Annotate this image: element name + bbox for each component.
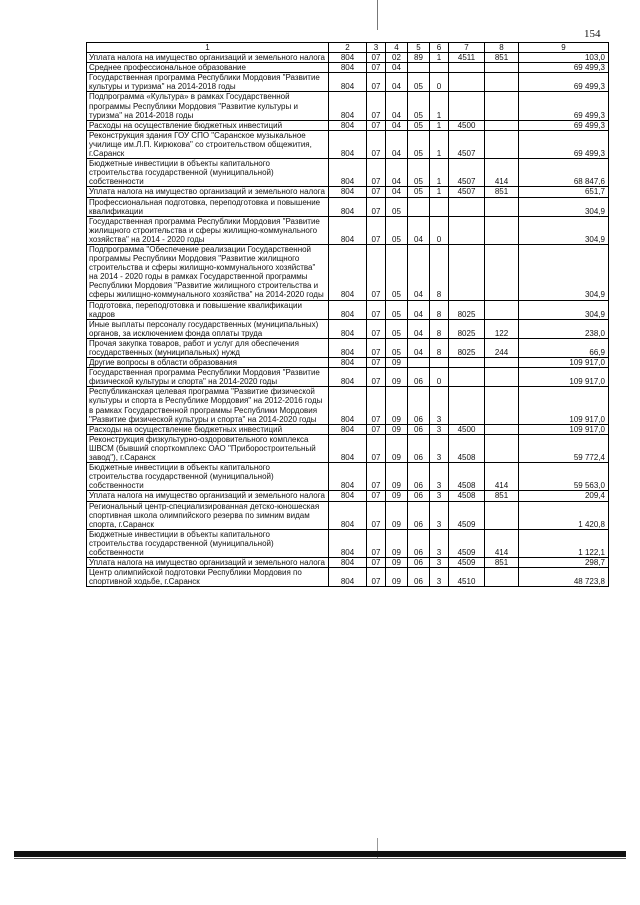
amount-cell: 209,4 [519,491,609,501]
subsection-cell: 09 [386,491,408,501]
row-name-cell: Уплата налога на имущество организаций и земельного налога [87,558,329,568]
section-cell: 07 [367,491,386,501]
article-cell [449,244,485,300]
section-cell: 07 [367,358,386,368]
subprogram-cell: 8 [430,244,449,300]
article-cell [449,92,485,120]
code-cell: 804 [329,368,367,387]
subprogram-cell: 1 [430,187,449,197]
expense-type-cell [485,197,519,216]
subprogram-cell: 3 [430,434,449,462]
amount-cell: 304,9 [519,216,609,244]
amount-cell: 69 499,3 [519,73,609,92]
amount-cell: 69 499,3 [519,63,609,73]
expense-type-cell: 851 [485,558,519,568]
section-cell: 07 [367,338,386,357]
program-cell: 06 [408,368,430,387]
header-cell: 5 [408,43,430,53]
header-cell: 8 [485,43,519,53]
code-cell: 804 [329,491,367,501]
program-cell: 06 [408,424,430,434]
subsection-cell: 09 [386,387,408,424]
article-cell: 8025 [449,300,485,319]
header-cell: 2 [329,43,367,53]
article-cell: 4509 [449,558,485,568]
row-name-cell: Расходы на осуществление бюджетных инвестиций [87,424,329,434]
code-cell: 804 [329,434,367,462]
program-cell: 06 [408,434,430,462]
table-row [87,368,609,387]
code-cell: 804 [329,92,367,120]
section-cell: 07 [367,501,386,529]
expense-type-cell [485,568,519,587]
program-cell: 06 [408,463,430,491]
expense-type-cell [485,130,519,158]
code-cell: 804 [329,159,367,187]
article-cell: 4508 [449,434,485,462]
header-cell: 6 [430,43,449,53]
section-cell: 07 [367,73,386,92]
expense-type-cell [485,300,519,319]
program-cell: 06 [408,529,430,557]
amount-cell: 109 917,0 [519,387,609,424]
code-cell: 804 [329,358,367,368]
subprogram-cell: 1 [430,92,449,120]
subsection-cell: 05 [386,244,408,300]
section-cell: 07 [367,558,386,568]
table-row [87,568,609,587]
subprogram-cell: 3 [430,424,449,434]
subprogram-cell: 0 [430,216,449,244]
program-cell [408,197,430,216]
code-cell: 804 [329,529,367,557]
section-cell: 07 [367,244,386,300]
table-row [87,424,609,434]
row-name-cell: Подпрограмма "Обеспечение реализации Государственной программы Республики Мордовия "Развитие жилищного строительства и сферы жилищно-коммунального хозяйства" на 2014 - 2020 годы в рамках Государственной программы Республики Мордовия "Развитие жилищного строительства и сферы жилищно-коммунального хозяйства" на 2014-2020 годы [87,244,329,300]
expense-type-cell [485,424,519,434]
table-row [87,159,609,187]
article-cell: 4507 [449,159,485,187]
program-cell: 89 [408,53,430,63]
amount-cell: 59 563,0 [519,463,609,491]
section-cell: 07 [367,424,386,434]
table-row [87,434,609,462]
subsection-cell: 04 [386,120,408,130]
amount-cell: 66,9 [519,338,609,357]
expense-type-cell [485,63,519,73]
section-cell: 07 [367,568,386,587]
table-row [87,216,609,244]
expense-type-cell [485,120,519,130]
subsection-cell: 09 [386,463,408,491]
subprogram-cell: 3 [430,529,449,557]
expense-type-cell [485,358,519,368]
code-cell: 804 [329,187,367,197]
subprogram-cell [430,197,449,216]
header-cell: 9 [519,43,609,53]
article-cell: 4511 [449,53,485,63]
expense-type-cell: 851 [485,53,519,63]
subsection-cell: 09 [386,568,408,587]
subsection-cell: 05 [386,319,408,338]
amount-cell: 59 772,4 [519,434,609,462]
table-row [87,338,609,357]
article-cell [449,387,485,424]
amount-cell: 103,0 [519,53,609,63]
subsection-cell: 09 [386,558,408,568]
table-row [87,491,609,501]
row-name-cell: Прочая закупка товаров, работ и услуг для обеспечения государственных (муниципальных) нужд [87,338,329,357]
table-row [87,463,609,491]
section-cell: 07 [367,300,386,319]
code-cell: 804 [329,463,367,491]
program-cell: 06 [408,491,430,501]
table-row [87,120,609,130]
section-cell: 07 [367,159,386,187]
amount-cell: 1 420,8 [519,501,609,529]
program-cell: 06 [408,558,430,568]
expense-type-cell: 414 [485,463,519,491]
subsection-cell: 09 [386,358,408,368]
row-name-cell: Профессиональная подготовка, переподготовка и повышение квалификации [87,197,329,216]
section-cell: 07 [367,187,386,197]
header-cell: 3 [367,43,386,53]
subprogram-cell: 1 [430,159,449,187]
table-row [87,244,609,300]
section-cell: 07 [367,53,386,63]
program-cell: 06 [408,568,430,587]
row-name-cell: Иные выплаты персоналу государственных (муниципальных) органов, за исключением фонда оплаты труда [87,319,329,338]
expense-type-cell [485,387,519,424]
row-name-cell: Уплата налога на имущество организаций и земельного налога [87,491,329,501]
expense-type-cell [485,92,519,120]
table-row [87,501,609,529]
table-row [87,53,609,63]
subprogram-cell: 1 [430,130,449,158]
program-cell: 04 [408,244,430,300]
table-row [87,63,609,73]
amount-cell: 238,0 [519,319,609,338]
subsection-cell: 09 [386,368,408,387]
table-row [87,73,609,92]
subprogram-cell: 3 [430,558,449,568]
code-cell: 804 [329,53,367,63]
program-cell: 06 [408,501,430,529]
expense-type-cell: 851 [485,187,519,197]
article-cell: 4509 [449,501,485,529]
section-cell: 07 [367,197,386,216]
subsection-cell: 05 [386,300,408,319]
amount-cell: 69 499,3 [519,92,609,120]
subsection-cell: 09 [386,529,408,557]
subsection-cell: 05 [386,197,408,216]
expense-type-cell [485,501,519,529]
row-name-cell: Уплата налога на имущество организаций и земельного налога [87,187,329,197]
program-cell: 04 [408,319,430,338]
code-cell: 804 [329,216,367,244]
article-cell: 4510 [449,568,485,587]
program-cell: 05 [408,130,430,158]
budget-table-container [86,42,608,587]
section-cell: 07 [367,368,386,387]
section-cell: 07 [367,120,386,130]
code-cell: 804 [329,319,367,338]
expense-type-cell: 414 [485,159,519,187]
program-cell: 06 [408,387,430,424]
table-body [87,53,609,587]
article-cell: 8025 [449,338,485,357]
table-row [87,92,609,120]
subsection-cell: 04 [386,187,408,197]
row-name-cell: Бюджетные инвестиции в объекты капитального строительства государственной (муниципальной) собственности [87,159,329,187]
expense-type-cell: 851 [485,491,519,501]
table-row [87,319,609,338]
table-row [87,300,609,319]
amount-cell: 298,7 [519,558,609,568]
article-cell: 4500 [449,424,485,434]
program-cell: 04 [408,338,430,357]
header-cell: 1 [87,43,329,53]
article-cell: 4509 [449,529,485,557]
table-row [87,529,609,557]
row-name-cell: Региональный центр-специализированная детско-юношеская спортивная школа олимпийского резерва по зимним видам спорта, г.Саранск [87,501,329,529]
program-cell: 04 [408,216,430,244]
article-cell: 4508 [449,463,485,491]
table-row [87,558,609,568]
header-cell: 7 [449,43,485,53]
code-cell: 804 [329,387,367,424]
article-cell [449,197,485,216]
section-cell: 07 [367,130,386,158]
row-name-cell: Государственная программа Республики Мордовия "Развитие культуры и туризма" на 2014-2018 годы [87,73,329,92]
program-cell: 04 [408,300,430,319]
program-cell: 05 [408,159,430,187]
code-cell: 804 [329,558,367,568]
subprogram-cell: 3 [430,501,449,529]
section-cell: 07 [367,216,386,244]
article-cell: 4508 [449,491,485,501]
amount-cell: 304,9 [519,244,609,300]
section-cell: 07 [367,387,386,424]
row-name-cell: Реконструкция здания ГОУ СПО "Саранское музыкальное училище им.Л.П. Кирюкова" со строительством общежития, г.Саранск [87,130,329,158]
subsection-cell: 05 [386,216,408,244]
amount-cell: 68 847,6 [519,159,609,187]
program-cell: 05 [408,73,430,92]
code-cell: 804 [329,73,367,92]
subprogram-cell: 3 [430,491,449,501]
program-cell: 05 [408,120,430,130]
program-cell [408,63,430,73]
subprogram-cell: 0 [430,368,449,387]
subprogram-cell: 3 [430,387,449,424]
row-name-cell: Подпрограмма «Культура» в рамках Государственной программы Республики Мордовия "Развитие культуры и туризма" на 2014-2018 годы [87,92,329,120]
code-cell: 804 [329,63,367,73]
row-name-cell: Среднее профессиональное образование [87,63,329,73]
scan-edge-line [14,858,626,859]
subprogram-cell: 0 [430,73,449,92]
section-cell: 07 [367,63,386,73]
expense-type-cell: 122 [485,319,519,338]
expense-type-cell [485,244,519,300]
row-name-cell: Государственная программа Республики Мордовия "Развитие жилищного строительства и сферы жилищно-коммунального хозяйства" на 2014 - 2020 годы [87,216,329,244]
article-cell [449,63,485,73]
amount-cell: 304,9 [519,300,609,319]
row-name-cell: Подготовка, переподготовка и повышение квалификации кадров [87,300,329,319]
row-name-cell: Расходы на осуществление бюджетных инвестиций [87,120,329,130]
section-cell: 07 [367,434,386,462]
row-name-cell: Другие вопросы в области образования [87,358,329,368]
row-name-cell: Бюджетные инвестиции в объекты капитального строительства государственной (муниципальной) собственности [87,529,329,557]
code-cell: 804 [329,130,367,158]
header-row [87,43,609,53]
article-cell: 8025 [449,319,485,338]
subsection-cell: 05 [386,338,408,357]
row-name-cell: Государственная программа Республики Мордовия "Развитие физической культуры и спорта" на 2014-2020 годы [87,368,329,387]
amount-cell: 48 723,8 [519,568,609,587]
amount-cell: 109 917,0 [519,368,609,387]
amount-cell: 69 499,3 [519,120,609,130]
subsection-cell: 09 [386,434,408,462]
header-cell: 4 [386,43,408,53]
expense-type-cell [485,216,519,244]
code-cell: 804 [329,424,367,434]
subsection-cell: 04 [386,63,408,73]
code-cell: 804 [329,244,367,300]
subsection-cell: 04 [386,159,408,187]
amount-cell: 109 917,0 [519,424,609,434]
section-cell: 07 [367,319,386,338]
amount-cell: 651,7 [519,187,609,197]
article-cell: 4507 [449,187,485,197]
amount-cell: 1 122,1 [519,529,609,557]
expense-type-cell [485,434,519,462]
amount-cell: 69 499,3 [519,130,609,158]
subprogram-cell: 1 [430,120,449,130]
article-cell [449,358,485,368]
amount-cell: 109 917,0 [519,358,609,368]
article-cell [449,73,485,92]
table-row [87,358,609,368]
code-cell: 804 [329,338,367,357]
subsection-cell: 04 [386,73,408,92]
subsection-cell: 09 [386,501,408,529]
subsection-cell: 09 [386,424,408,434]
article-cell: 4507 [449,130,485,158]
table-row [87,187,609,197]
binding-mark-top [377,0,378,30]
code-cell: 804 [329,501,367,529]
subprogram-cell: 1 [430,53,449,63]
budget-table [86,42,609,587]
subprogram-cell: 8 [430,319,449,338]
row-name-cell: Реконструкция физкультурно-оздоровительного комплекса ШВСМ (бывший спорткомплекс ОАО "Приборостроительный завод"), г.Саранск [87,434,329,462]
program-cell [408,358,430,368]
code-cell: 804 [329,197,367,216]
row-name-cell: Республиканская целевая программа "Развитие физической культуры и спорта в Республике Мордовия" на 2012-2016 годы в рамках Государственной программы Республики Мордовия "Развитие физической культуры и спорта" на 2014-2020 годы [87,387,329,424]
code-cell: 804 [329,300,367,319]
subsection-cell: 02 [386,53,408,63]
row-name-cell: Центр олимпийской подготовки Республики Мордовия по спортивной ходьбе, г.Саранск [87,568,329,587]
article-cell: 4500 [449,120,485,130]
program-cell: 05 [408,187,430,197]
table-row [87,130,609,158]
subsection-cell: 04 [386,130,408,158]
subprogram-cell: 3 [430,568,449,587]
subprogram-cell [430,63,449,73]
scan-edge-band [14,851,626,857]
program-cell: 05 [408,92,430,120]
subprogram-cell [430,358,449,368]
subprogram-cell: 8 [430,300,449,319]
table-row [87,387,609,424]
code-cell: 804 [329,568,367,587]
section-cell: 07 [367,92,386,120]
expense-type-cell: 414 [485,529,519,557]
subprogram-cell: 8 [430,338,449,357]
table-row [87,197,609,216]
article-cell [449,216,485,244]
page-number: 154 [584,28,601,40]
amount-cell: 304,9 [519,197,609,216]
article-cell [449,368,485,387]
expense-type-cell [485,368,519,387]
section-cell: 07 [367,463,386,491]
subsection-cell: 04 [386,92,408,120]
row-name-cell: Бюджетные инвестиции в объекты капитального строительства государственной (муниципальной) собственности [87,463,329,491]
expense-type-cell [485,73,519,92]
code-cell: 804 [329,120,367,130]
row-name-cell: Уплата налога на имущество организаций и земельного налога [87,53,329,63]
expense-type-cell: 244 [485,338,519,357]
section-cell: 07 [367,529,386,557]
subprogram-cell: 3 [430,463,449,491]
